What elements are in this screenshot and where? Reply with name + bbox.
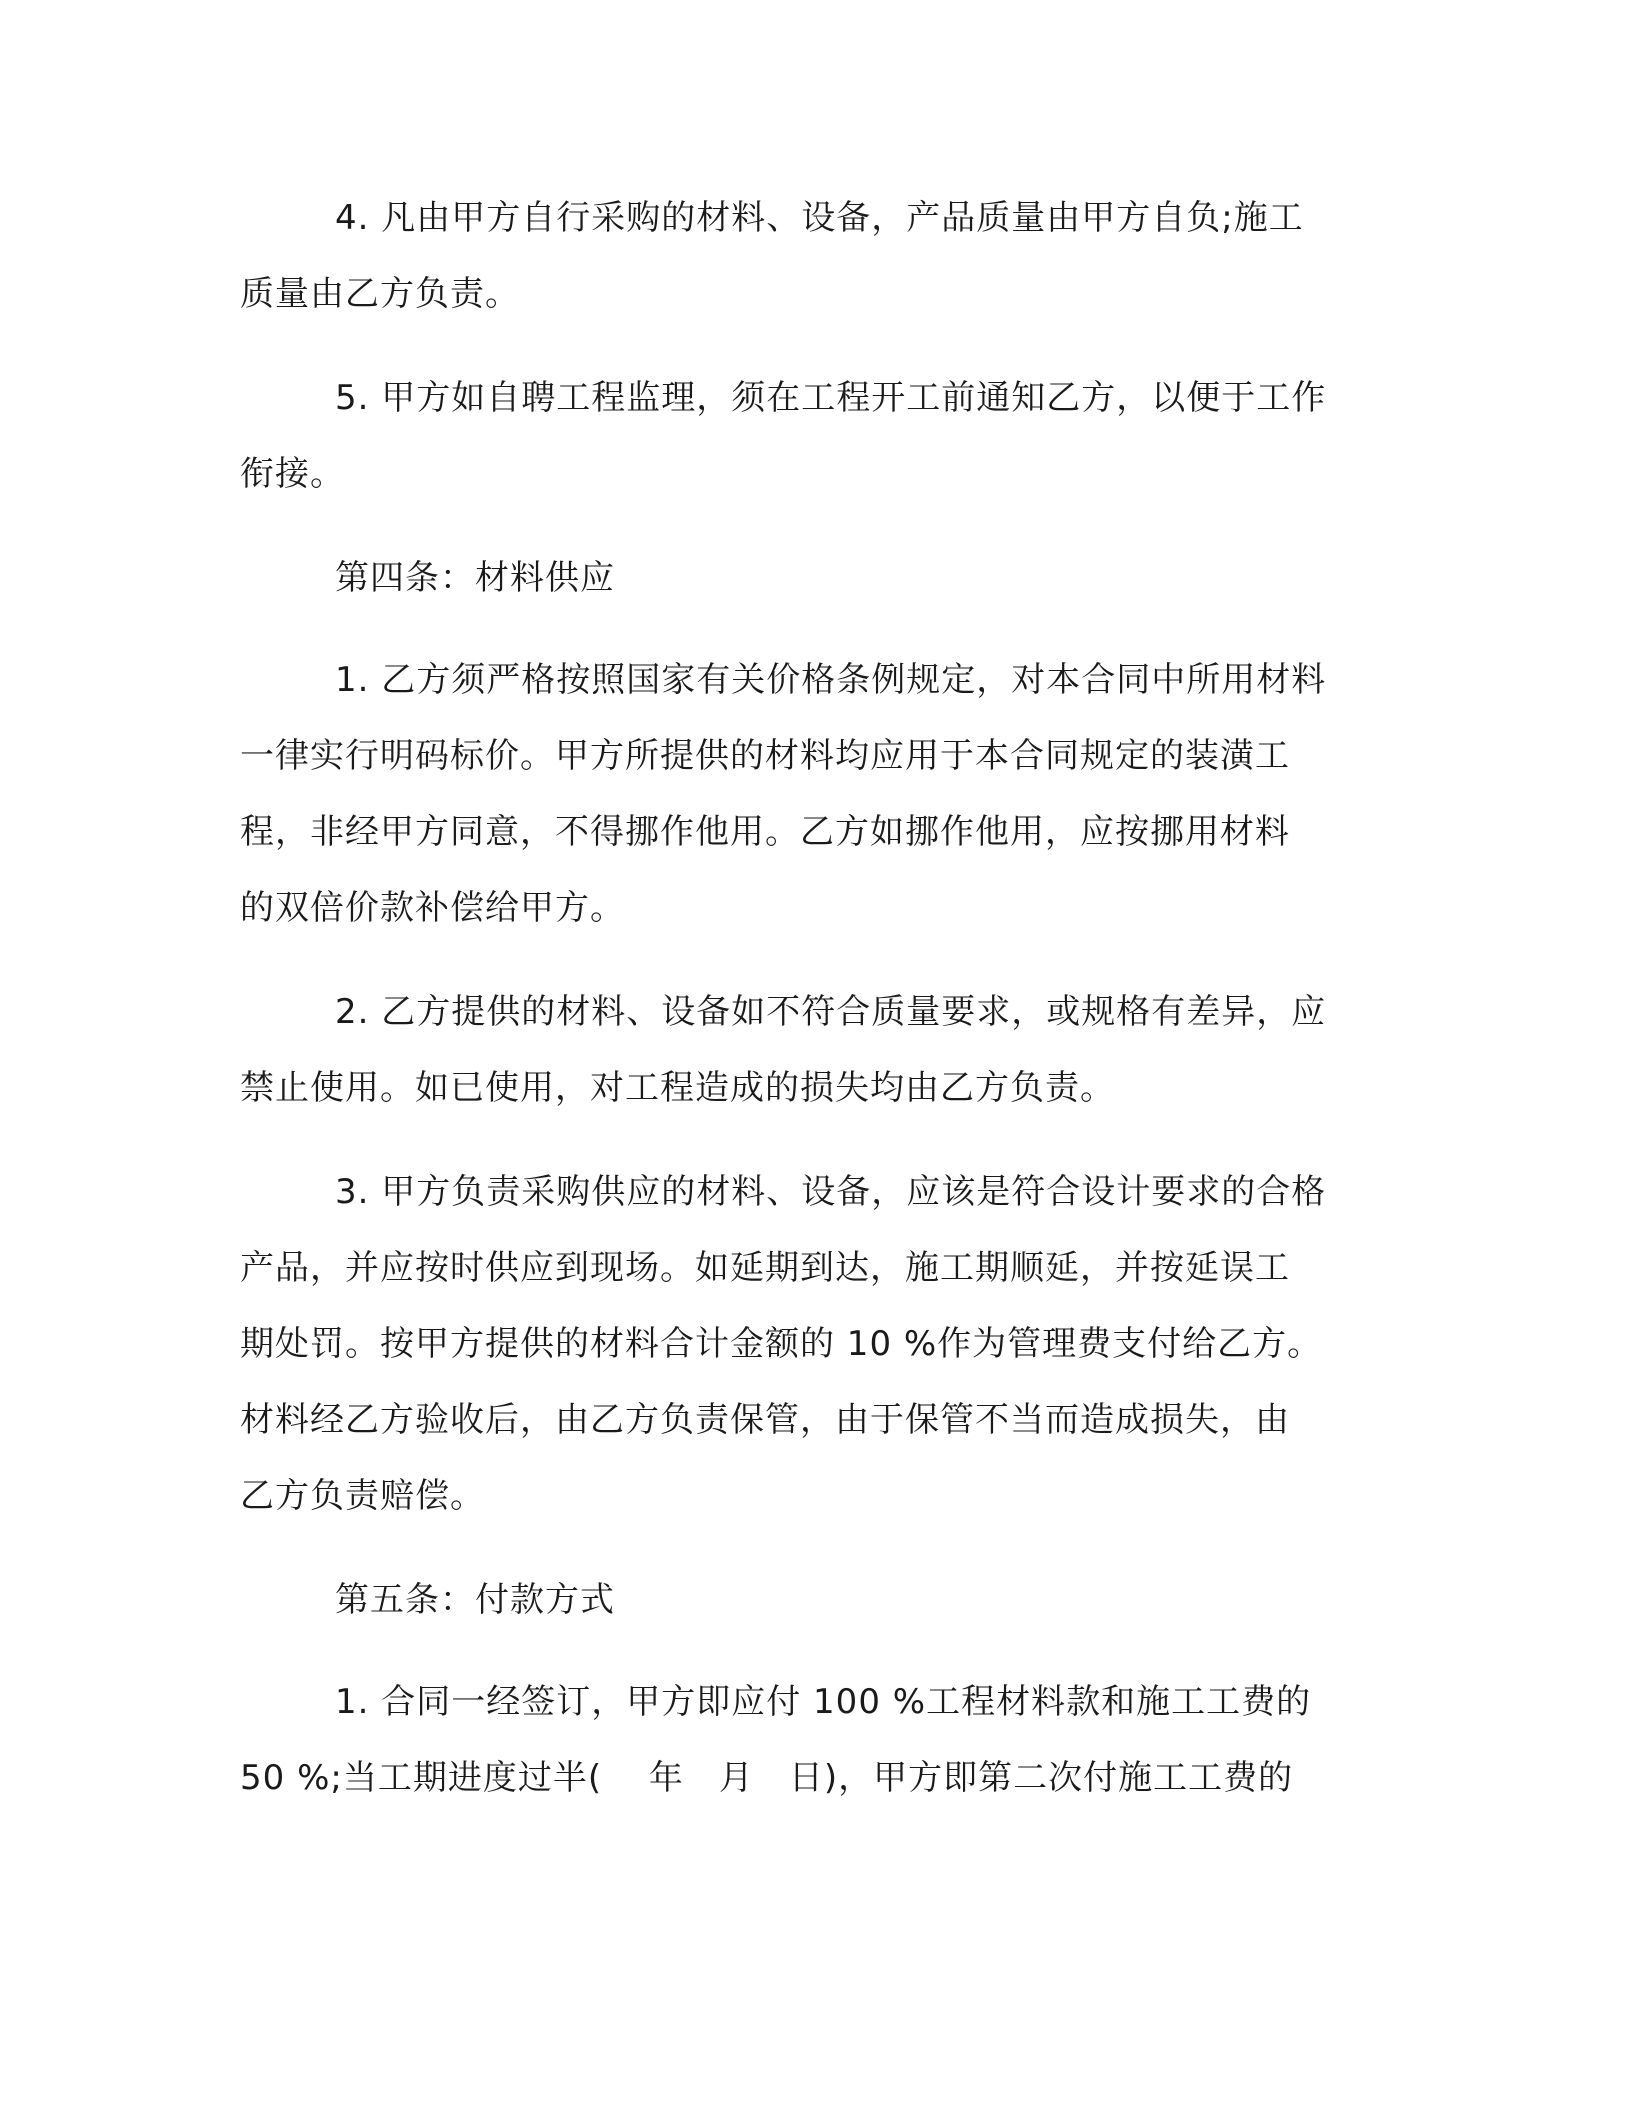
clause-4-3-line-5: 乙方负责赔偿。 <box>240 1476 485 1516</box>
clause-5-1-line-2: 50 %;当工期进度过半( 年 月 日)，甲方即第二次付施工工费的 <box>240 1758 1294 1798</box>
clause-4-1-line-2: 一律实行明码标价。甲方所提供的材料均应用于本合同规定的装潢工 <box>240 736 1290 776</box>
clause-4-3-line-4: 材料经乙方验收后，由乙方负责保管，由于保管不当而造成损失，由 <box>240 1400 1290 1440</box>
clause-5-1-line-1: 1. 合同一经签订，甲方即应付 100 %工程材料款和施工工费的 <box>335 1682 1312 1722</box>
clause-3-4-line-2: 质量由乙方负责。 <box>240 274 520 314</box>
clause-4-1-line-4: 的双倍价款补偿给甲方。 <box>240 888 625 928</box>
clause-3-4-line-1: 4. 凡由甲方自行采购的材料、设备，产品质量由甲方自负;施工 <box>335 198 1304 238</box>
clause-4-2-line-2: 禁止使用。如已使用，对工程造成的损失均由乙方负责。 <box>240 1068 1115 1108</box>
clause-4-1-line-3: 程，非经甲方同意，不得挪作他用。乙方如挪作他用，应按挪用材料 <box>240 812 1290 852</box>
clause-4-2-line-1: 2. 乙方提供的材料、设备如不符合质量要求，或规格有差异，应 <box>335 992 1327 1032</box>
clause-4-3-line-2: 产品，并应按时供应到现场。如延期到达，施工期顺延，并按延误工 <box>240 1248 1290 1288</box>
clause-3-5-line-2: 衔接。 <box>240 454 345 494</box>
clause-4-3-line-3: 期处罚。按甲方提供的材料合计金额的 10 %作为管理费支付给乙方。 <box>240 1324 1323 1364</box>
clause-4-1-line-1: 1. 乙方须严格按照国家有关价格条例规定，对本合同中所用材料 <box>335 660 1327 700</box>
article-5-heading: 第五条：付款方式 <box>335 1580 615 1620</box>
article-4-heading: 第四条：材料供应 <box>335 558 615 598</box>
clause-4-3-line-1: 3. 甲方负责采购供应的材料、设备，应该是符合设计要求的合格 <box>335 1172 1327 1212</box>
clause-3-5-line-1: 5. 甲方如自聘工程监理，须在工程开工前通知乙方，以便于工作 <box>335 378 1327 418</box>
